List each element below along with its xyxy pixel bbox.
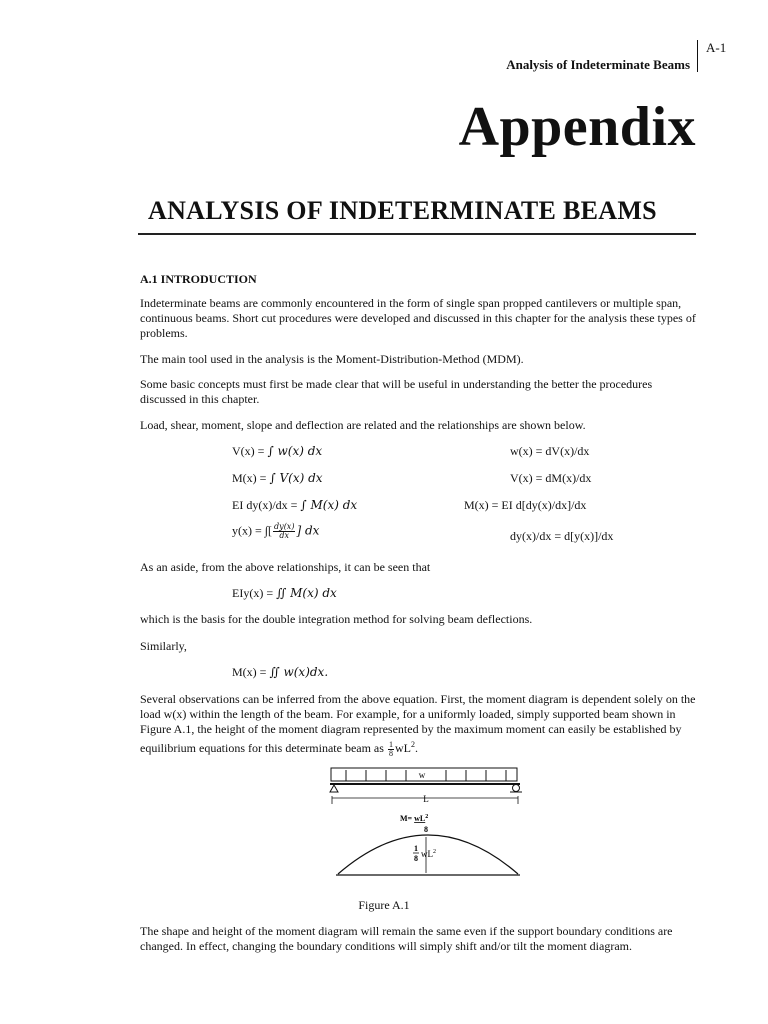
equation-slope: EI dy(x)/dx = ∫ M(x) dx [232, 498, 358, 512]
page-number: A-1 [706, 40, 727, 55]
equation-deflection: y(x) = ∫[ $\frac{dy(x)}{dx}$ ] dx [232, 522, 320, 540]
moment-label: $M= wL^2$ [400, 814, 429, 823]
equation-moment: M(x) = ∫ V(x) dx [232, 471, 323, 485]
paragraph-mdm: The main tool used in the analysis is the Moment-Distribution-Method (MDM). [140, 352, 524, 366]
height-denominator: 8 [414, 854, 418, 863]
fraction-dy-dx: $\frac{dy(x)}{dx}$ [274, 522, 295, 540]
figure-beam-moment-diagram [300, 762, 540, 892]
load-arrows [346, 770, 506, 781]
span-label: L [423, 794, 429, 804]
paragraph-intro: Indeterminate beams are commonly encountered in the form of single span propped cantilevers or multiple span, continuous beams. Short cut procedures were developed and discussed in this chapter for the analysis these types of problems. [140, 296, 696, 340]
paragraph-basis: which is the basis for the double integration method for solving beam deflections. [140, 612, 533, 626]
roller-support-icon [513, 785, 520, 792]
paragraph-aside: As an aside, from the above relationships, it can be seen that [140, 560, 431, 574]
paragraph-shape: The shape and height of the moment diagram will remain the same even if the support boundary conditions are changed. In effect, changing the boundary conditions will simply shift and/or tilt the moment diagram. [140, 924, 673, 953]
paragraph-relations: Load, shear, moment, slope and deflection are related and the relationships are shown below. [140, 418, 586, 432]
header-divider [697, 40, 698, 72]
figure-caption: Figure A.1 [358, 898, 410, 912]
height-label: $wL^2$ [421, 849, 436, 859]
equation-double-integral: EIy(x) = ∬ M(x) dx [232, 586, 337, 600]
paragraph-observations: Several observations can be inferred from the above equation. First, the moment diagram is dependent solely on the load w(x) within the length of the beam. For example, for a uniformly loaded, simply supported beam shown in Figure A.1, the height of the moment diagram represented by the maximum moment can easily be established by equilibrium equations for this determinate beam as $\frac{1}{8}$ $wL^2$. [140, 692, 696, 758]
height-numerator: 1 [414, 844, 418, 853]
equation-moment-derivative: M(x) = EI d[dy(x)/dx]/dx [464, 498, 587, 512]
equation-shear-derivative: V(x) = dM(x)/dx [510, 471, 592, 485]
equation-load: w(x) = dV(x)/dx [510, 444, 590, 458]
paragraph-similarly: Similarly, [140, 639, 187, 653]
page-title: Appendix [458, 96, 696, 158]
running-title: Analysis of Indeterminate Beams [506, 57, 690, 72]
moment-denominator: 8 [424, 825, 428, 834]
equation-slope-derivative: dy(x)/dx = d[y(x)]/dx [510, 529, 614, 543]
equation-moment-integral: M(x) = ∬ w(x)dx. [232, 665, 329, 679]
load-label: w [418, 770, 426, 780]
equation-shear: V(x) = ∫ w(x) dx [232, 444, 323, 458]
fraction-one-eighth: $\frac{1}{8}$ [388, 739, 393, 758]
pin-support-icon [330, 785, 338, 792]
chapter-title: ANALYSIS OF INDETERMINATE BEAMS [148, 196, 657, 225]
paragraph-concepts: Some basic concepts must first be made clear that will be useful in understanding the better the procedures discussed in this chapter. [140, 377, 653, 406]
section-heading: A.1 INTRODUCTION [140, 272, 257, 286]
title-underline [138, 233, 696, 235]
